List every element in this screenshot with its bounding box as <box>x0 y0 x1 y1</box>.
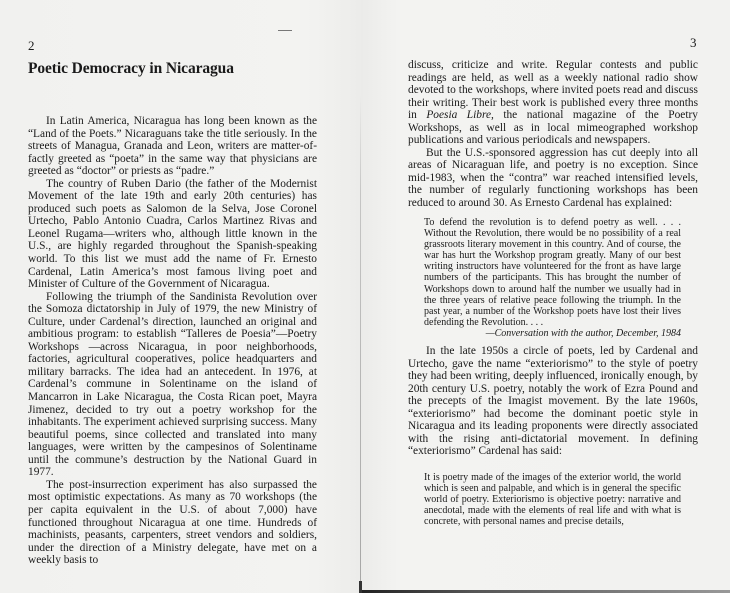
scan-artifact <box>278 30 292 31</box>
left-page <box>0 0 361 593</box>
page-number-right: 3 <box>690 35 697 50</box>
book-gutter <box>360 95 361 588</box>
paragraph: But the U.S.-sponsored aggression has cut deeply into all areas of Nicaraguan life, and poetry is no exception. Since mid-1983, when the “contra” war reached intensified levels, the number of regularly functioning workshops has been reduced to around 30. As Ernesto Cardenal has explained: <box>408 146 698 210</box>
paragraph: In the late 1950s a circle of poets, led by Cardenal and Urtecho, gave the name “exteriorismo” to the style of poetry they had been writing, deeply influenced, ironically enough, by 20th century U.S. poetry, notably the work of Ezra Pound and the precepts of the Imagist movement. By the late 1960s, “exteriorismo” had become the dominant poetic style in Nicaragua and its leading proponents were directly associated with the rising anti-dictatorial movement. In defining “exteriorismo” Cardenal has said: <box>408 345 698 458</box>
paragraph: Following the triumph of the Sandinista Revolution over the Somoza dictatorship in July of 1979, the new Ministry of Culture, under Cardenal’s direction, launched an original and ambitious program: to establish “Talleres de Poesia”—Poetry Workshops —across Nicaragua, in poor neighborhoods, factories, agricultural cooperatives, police headquarters and military barracks. The idea had an antecedent. In 1976, at Cardenal’s commune in Solentiname on the island of Mancarron in Lake Nicaragua, the Costa Rican poet, Mayra Jimenez, decided to try out a poetry workshop for the inhabitants. The experiment achieved surprising success. Many beautiful poems, since collected and translated into many languages, were written by the campesinos of Solentiname until the commune’s destruction by the National Guard in 1977. <box>28 290 317 479</box>
paragraph: The post-insurrection experiment has also surpassed the most optimistic expectations. As many as 70 workshops (the per capita equivalent in the U.S. of about 7,000) have functioned throughout Nicaragua at one time. Hundreds of machinists, peasants, carpenters, street vendors and soldiers, under the direction of a Ministry delegate, have met on a weekly basis to <box>28 478 317 567</box>
chapter-title: Poetic Democracy in Nicaragua <box>28 60 234 77</box>
spine-shadow <box>359 581 362 593</box>
quote-attribution: —Conversation with the author, December, 1984 <box>485 327 681 339</box>
block-quote <box>424 217 681 349</box>
paragraph-text: discuss, criticize and write. Regular contests and public readings are held, as well as a weekly national radio show devoted to the workshops, where invited poets read and discuss their writing. Their best work is published every three months in <box>408 59 698 122</box>
right-page-body-middle <box>408 345 698 458</box>
block-quote <box>424 472 681 527</box>
paragraph: In Latin America, Nicaragua has long been known as the “Land of the Poets.” Nicaraguans take the title seriously. In the streets of Managua, Granada and Leon, writers are matter-of-factly greeted as “poeta” in the same way that physicians are greeted as “doctor” or priests as “padre.” <box>28 115 317 178</box>
paragraph: The country of Ruben Dario (the father of the Modernist Movement of the late 19th and early 20th centuries) has produced such poets as Salomon de la Selva, Jose Coronel Urtecho, Pablo Antonio Cuadra, Carlos Martinez Rivas and Leonel Rugama—writers who, although little known in the U.S., are highly regarded throughout the Spanish-speaking world. To this list we must add the name of Fr. Ernesto Cardenal, Latin America’s most famous living poet and Minister of Culture of the Government of Nicaragua. <box>28 177 317 291</box>
magazine-title: Poesia Libre, <box>426 109 494 122</box>
paragraph-text: the national magazine of the Poetry Workshops, as well as in local mimeographed workshop publications and various periodicals and newspapers. <box>408 109 698 147</box>
left-page-body <box>28 115 317 567</box>
quote-text: It is poetry made of the images of the exterior world, the world which is seen and palpable, and which is in general the specific world of poetry. Exteriorismo is objective poetry: narrative and anecdotal, made with the elements of real life and with what is concrete, with personal names and precise details, <box>424 472 681 528</box>
quote-text: To defend the revolution is to defend poetry as well. . . . Without the Revolution, there would be no possibility of a real grassroots literary movement in this country. And of course, the war has hurt the Workshop program greatly. Many of our best writing instructors have volunteered for the front as have large numbers of the participants. This has brought the number of Workshops down to around half the number we usually had in the three years of relative peace following the triumph. In the past year, a number of the Workshop poets have lost their lives defending the Revolution. . . . <box>424 217 681 328</box>
page-number-left: 2 <box>28 38 35 53</box>
paragraph <box>408 59 698 147</box>
right-page-body-top <box>408 59 698 210</box>
